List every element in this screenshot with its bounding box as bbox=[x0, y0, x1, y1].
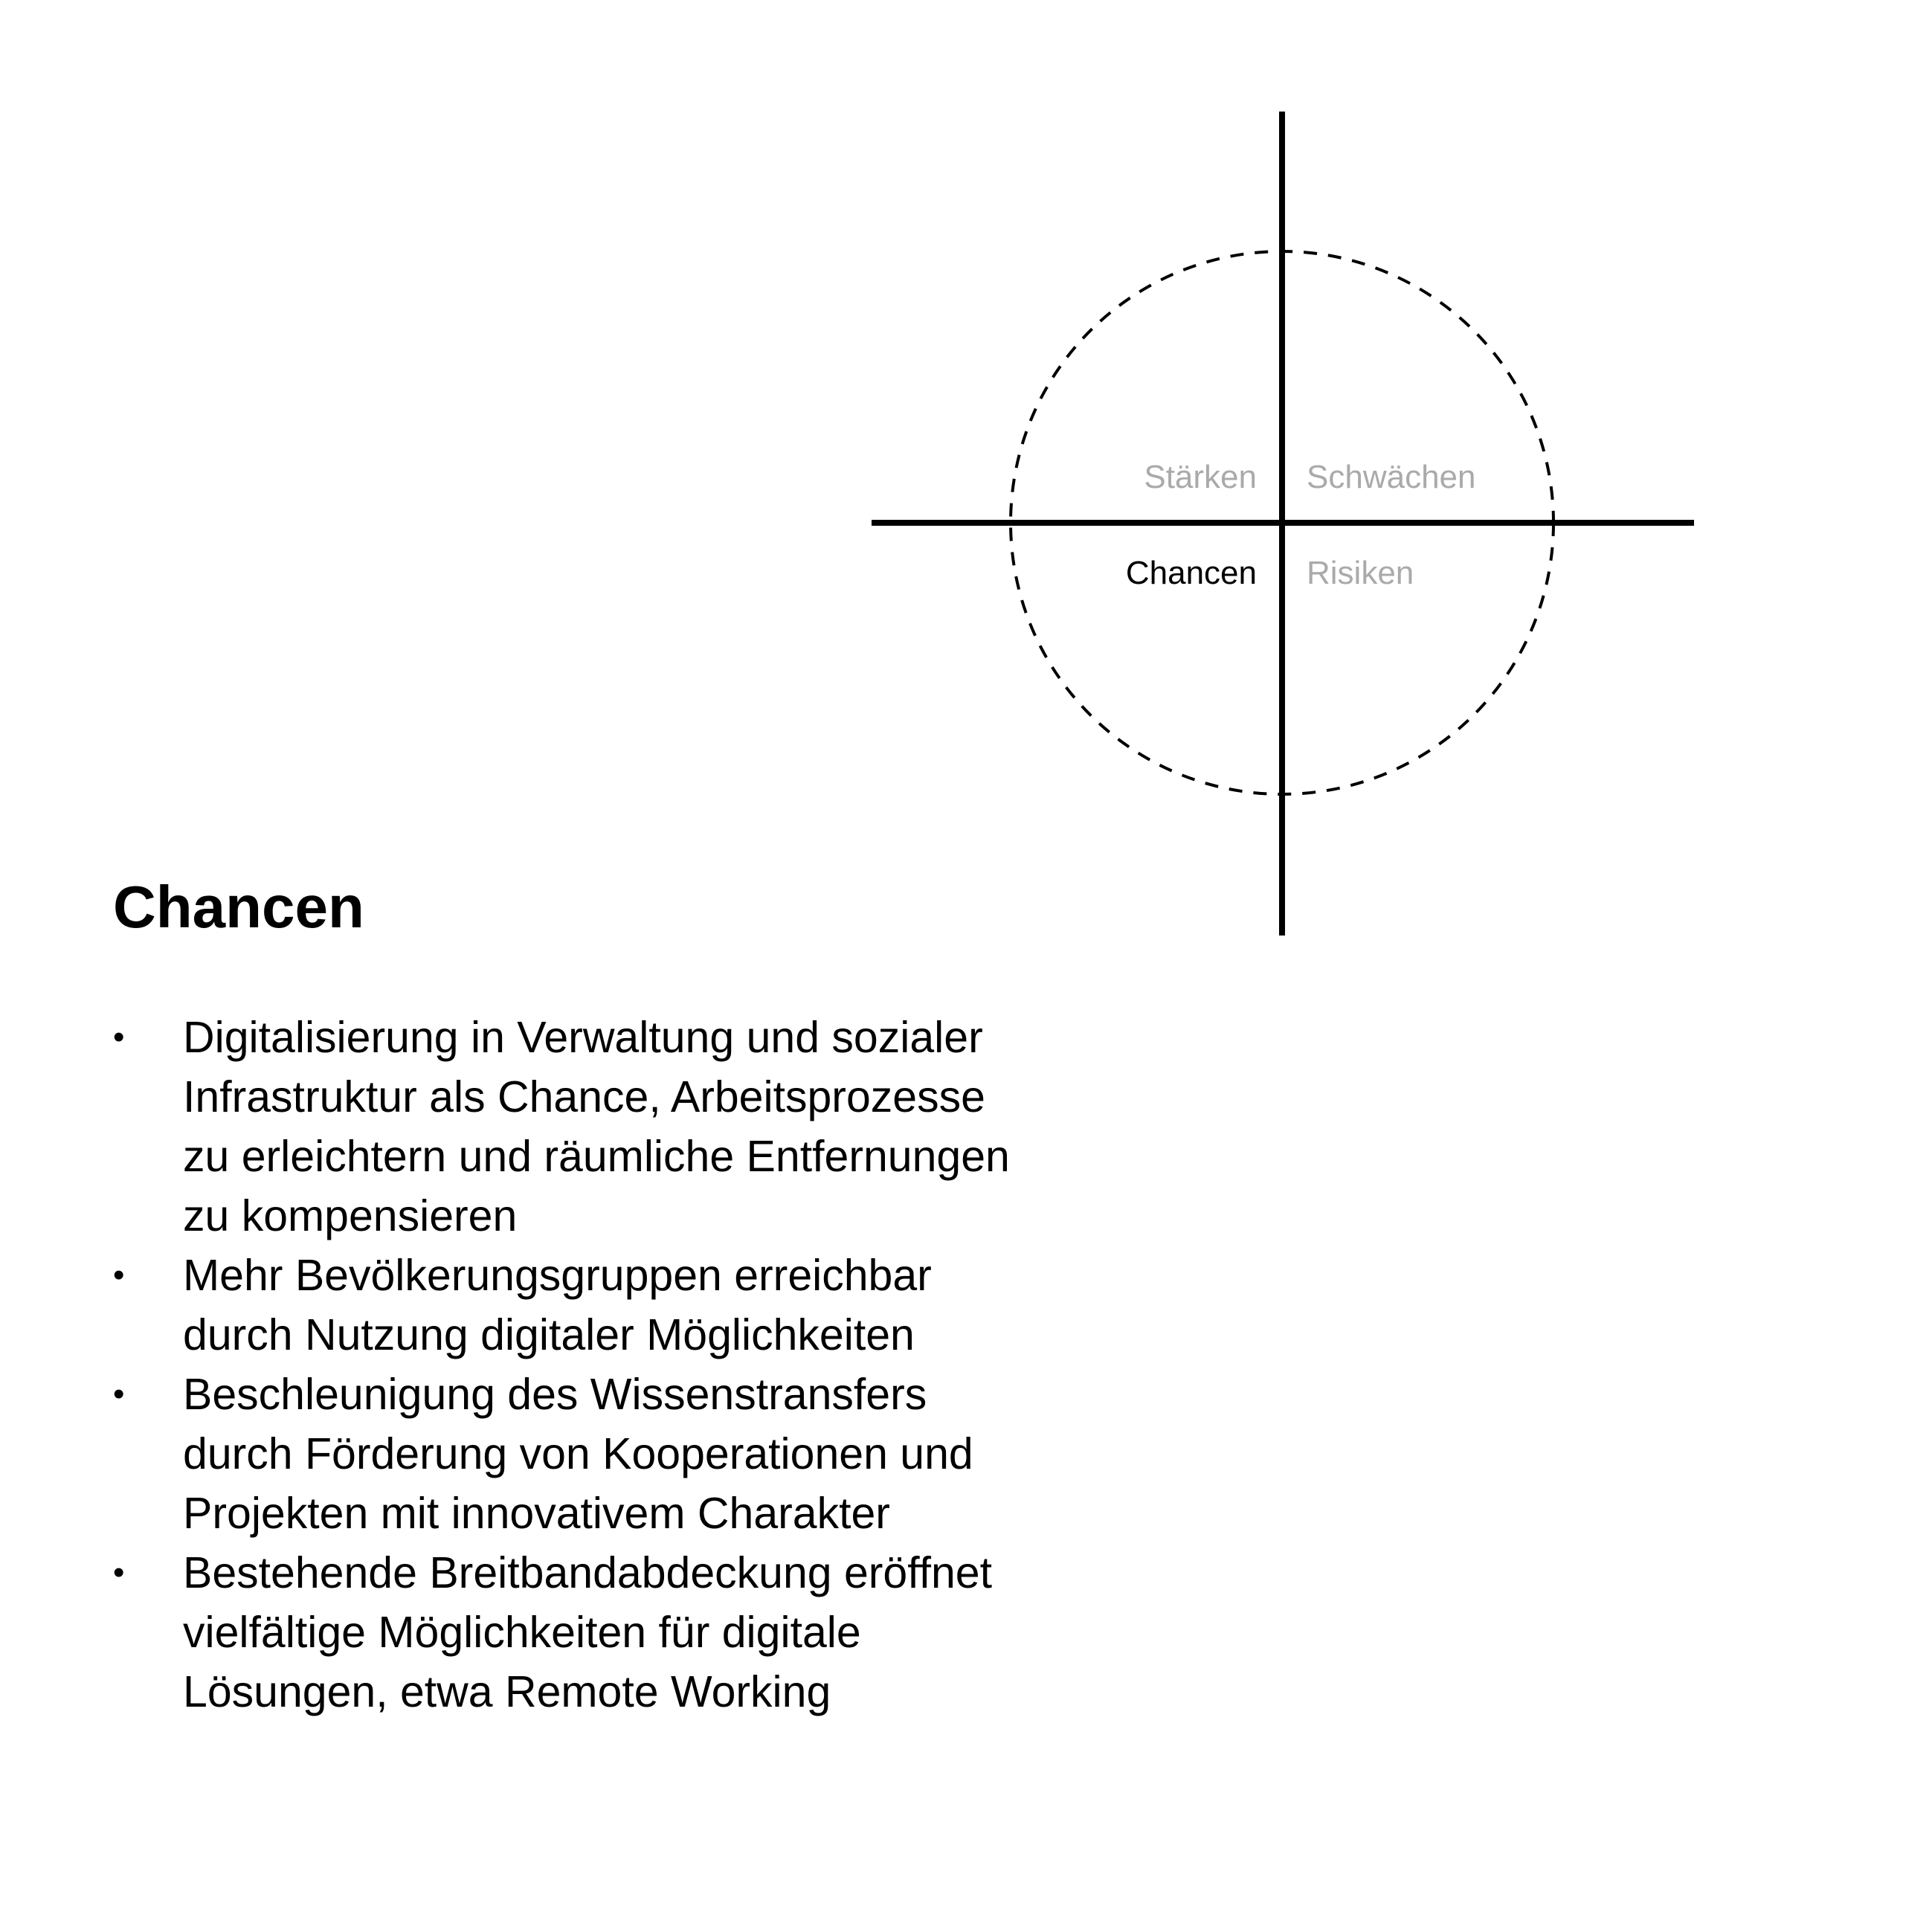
bullet-text-line: zu erleichtern und räumliche Entfernungen bbox=[183, 1132, 1010, 1181]
bullet-item bbox=[113, 1543, 1095, 1722]
bullet-text-line: Digitalisierung in Verwaltung und sozialer bbox=[183, 1013, 983, 1062]
quadrant-label-top-left: Stärken bbox=[1144, 459, 1257, 495]
bullet-text-line: durch Förderung von Kooperationen und bbox=[183, 1429, 973, 1478]
bullet-item bbox=[113, 1008, 1095, 1246]
bullet-dot: • bbox=[113, 1554, 125, 1591]
section-title: Chancen bbox=[113, 874, 364, 940]
bullet-text-line: Mehr Bevölkerungsgruppen erreichbar bbox=[183, 1251, 932, 1300]
bullet-text-line: Bestehende Breitbandabdeckung eröffnet bbox=[183, 1548, 992, 1597]
bullet-text-line: zu kompensieren bbox=[183, 1191, 518, 1240]
bullet-text-line: Projekten mit innovativem Charakter bbox=[183, 1489, 890, 1538]
quadrant-label-bottom-right: Risiken bbox=[1307, 555, 1414, 591]
bullet-text-line: durch Nutzung digitaler Möglichkeiten bbox=[183, 1310, 915, 1359]
bullet-dot: • bbox=[113, 1376, 125, 1412]
bullet-item bbox=[113, 1246, 1095, 1365]
quadrant-label-top-right: Schwächen bbox=[1307, 459, 1476, 495]
bullet-item bbox=[113, 1365, 1095, 1543]
quadrant-label-bottom-left: Chancen bbox=[1125, 555, 1257, 591]
bullet-text-line: Beschleunigung des Wissenstransfers bbox=[183, 1370, 927, 1419]
bullet-list bbox=[113, 1008, 1095, 1722]
bullet-dot: • bbox=[113, 1019, 125, 1055]
bullet-dot: • bbox=[113, 1257, 125, 1293]
bullet-text-line: Lösungen, etwa Remote Working bbox=[183, 1667, 831, 1716]
bullet-text-line: Infrastruktur als Chance, Arbeitsprozesse bbox=[183, 1072, 985, 1121]
bullet-text-line: vielfältige Möglichkeiten für digitale bbox=[183, 1608, 861, 1657]
